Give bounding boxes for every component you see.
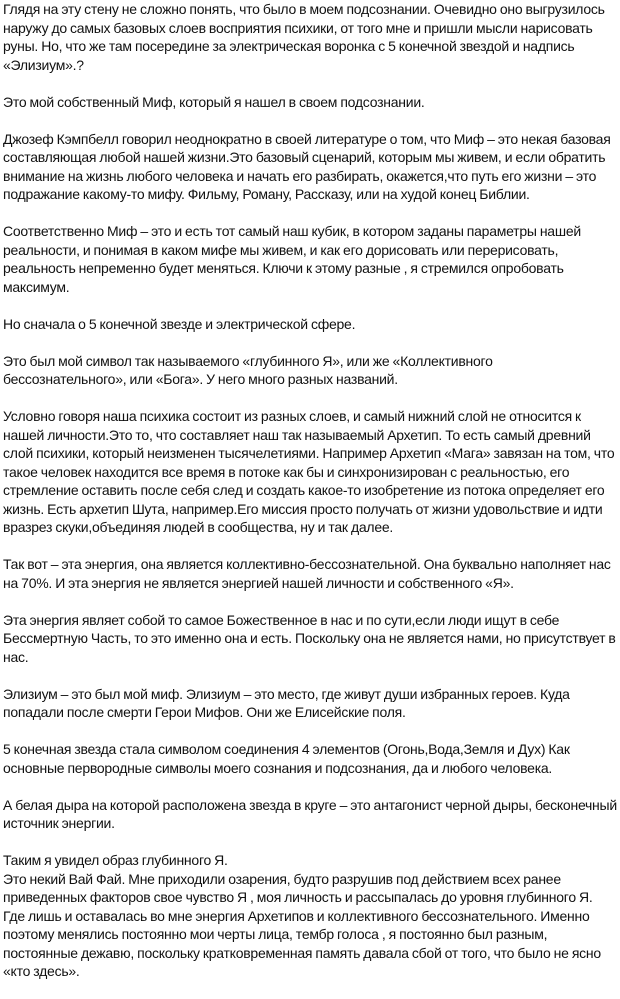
- paragraph-deep-self-symbol: Это был мой символ так называемого «глубинного Я», или же «Коллективного бессознательного», или «Бога». У него много разных названий.: [3, 352, 493, 387]
- paragraph-white-hole: А белая дыра на которой расположена звезда в круге – это антагонист черной дыры, бесконечный источник энергии.: [3, 796, 617, 831]
- paragraph-wall-subconscious: Глядя на эту стену не сложно понять, что было в моем подсознании. Очевидно оно выгрузилось наружу до самых базовых слоев восприятия психики, от того мне и пришли мысли нарисовать руны. Но, что же там посередине за электрическая воронка с 5 конечной звездой и надпись «Элизиум».?: [3, 1, 605, 73]
- paragraph-wifi: Это некий Вай Фай. Мне приходили озарения, будто разрушив под действием всех ранее приведенных факторов свое чувство Я , моя личность и рассыпалась до уровня глубинного Я. Где лишь и оставалась во мне энергия Архетипов и коллективного бессознательного. Именно поэтому менялись постоянно мои черты лица, тембр голоса , я постоянно был разным, постоянные дежавю, поскольку кратковременная память давала сбой от того, что было не ясно «кто здесь».: [3, 870, 601, 979]
- paragraph-own-myth: Это мой собственный Миф, который я нашел в своем подсознании.: [3, 93, 425, 110]
- paragraph-myth-cube: Соответственно Миф – это и есть тот самый наш кубик, в котором заданы параметры нашей реальности, и понимая в каком мифе мы живем, и как его дорисовать или перерисовать, реальность непременно будет меняться. Ключи к этому разные , я стремился опробовать максимум.: [3, 223, 581, 295]
- paragraph-star-sphere-intro: Но сначала о 5 конечной звезде и электрической сфере.: [3, 315, 356, 332]
- paragraph-five-point-star: 5 конечная звезда стала символом соединения 4 элементов (Огонь,Вода,Земля и Дух) Как основные первородные символы моего сознания и подсознания, да и любого человека.: [3, 741, 570, 776]
- paragraph-archetypes: Условно говоря наша психика состоит из разных слоев, и самый нижний слой не относится к нашей личности.Это то, что составляет наш так называемый Архетип. То есть самый древний слой психики, который неизменен тысячелетиями. Например Архетип «Мага» завязан на том, что такое человек находится все время в потоке как бы и синхронизирован с реальностью, его стремление оставить после себя след и создать какое-то изобретение из потока определяет его жизнь. Есть архетип Шута, например.Его миссия просто получать от жизни удовольствие и идти вразрез скуки,объединяя людей в сообщества, ну и так далее.: [3, 408, 615, 535]
- paragraph-campbell: Джозеф Кэмпбелл говорил неоднократно в своей литературе о том, что Миф – это некая базовая составляющая любой нашей жизни.Это базовый сценарий, которым мы живем, и если обратить внимание на жизнь любого человека и начать его разбирать, окажется,что путь его жизни – это подражание какому-то мифу. Фильму, Роману, Рассказу, или на худой конец Библии.: [3, 130, 611, 202]
- paragraph-elysium: Элизиум – это был мой миф. Элизиум – это место, где живут души избранных героев. Куда попадали после смерти Герои Мифов. Они же Елисейские поля.: [3, 685, 570, 720]
- paragraph-divine-part: Эта энергия являет собой то самое Божественное в нас и по сути,если люди ищут в себе Бессмертную Часть, то это именно она и есть. Поскольку она не является нами, но присутствует в нас.: [3, 611, 616, 665]
- document-page: [3, 0, 617, 999]
- paragraph-deep-self-image: Таким я увидел образ глубинного Я.: [3, 852, 228, 868]
- paragraph-collective-energy: Так вот – эта энергия, она является коллективно-бессознательной. Она буквально наполняет нас на 70%. И эта энергия не является энергией нашей личности и собственного «Я».: [3, 556, 611, 591]
